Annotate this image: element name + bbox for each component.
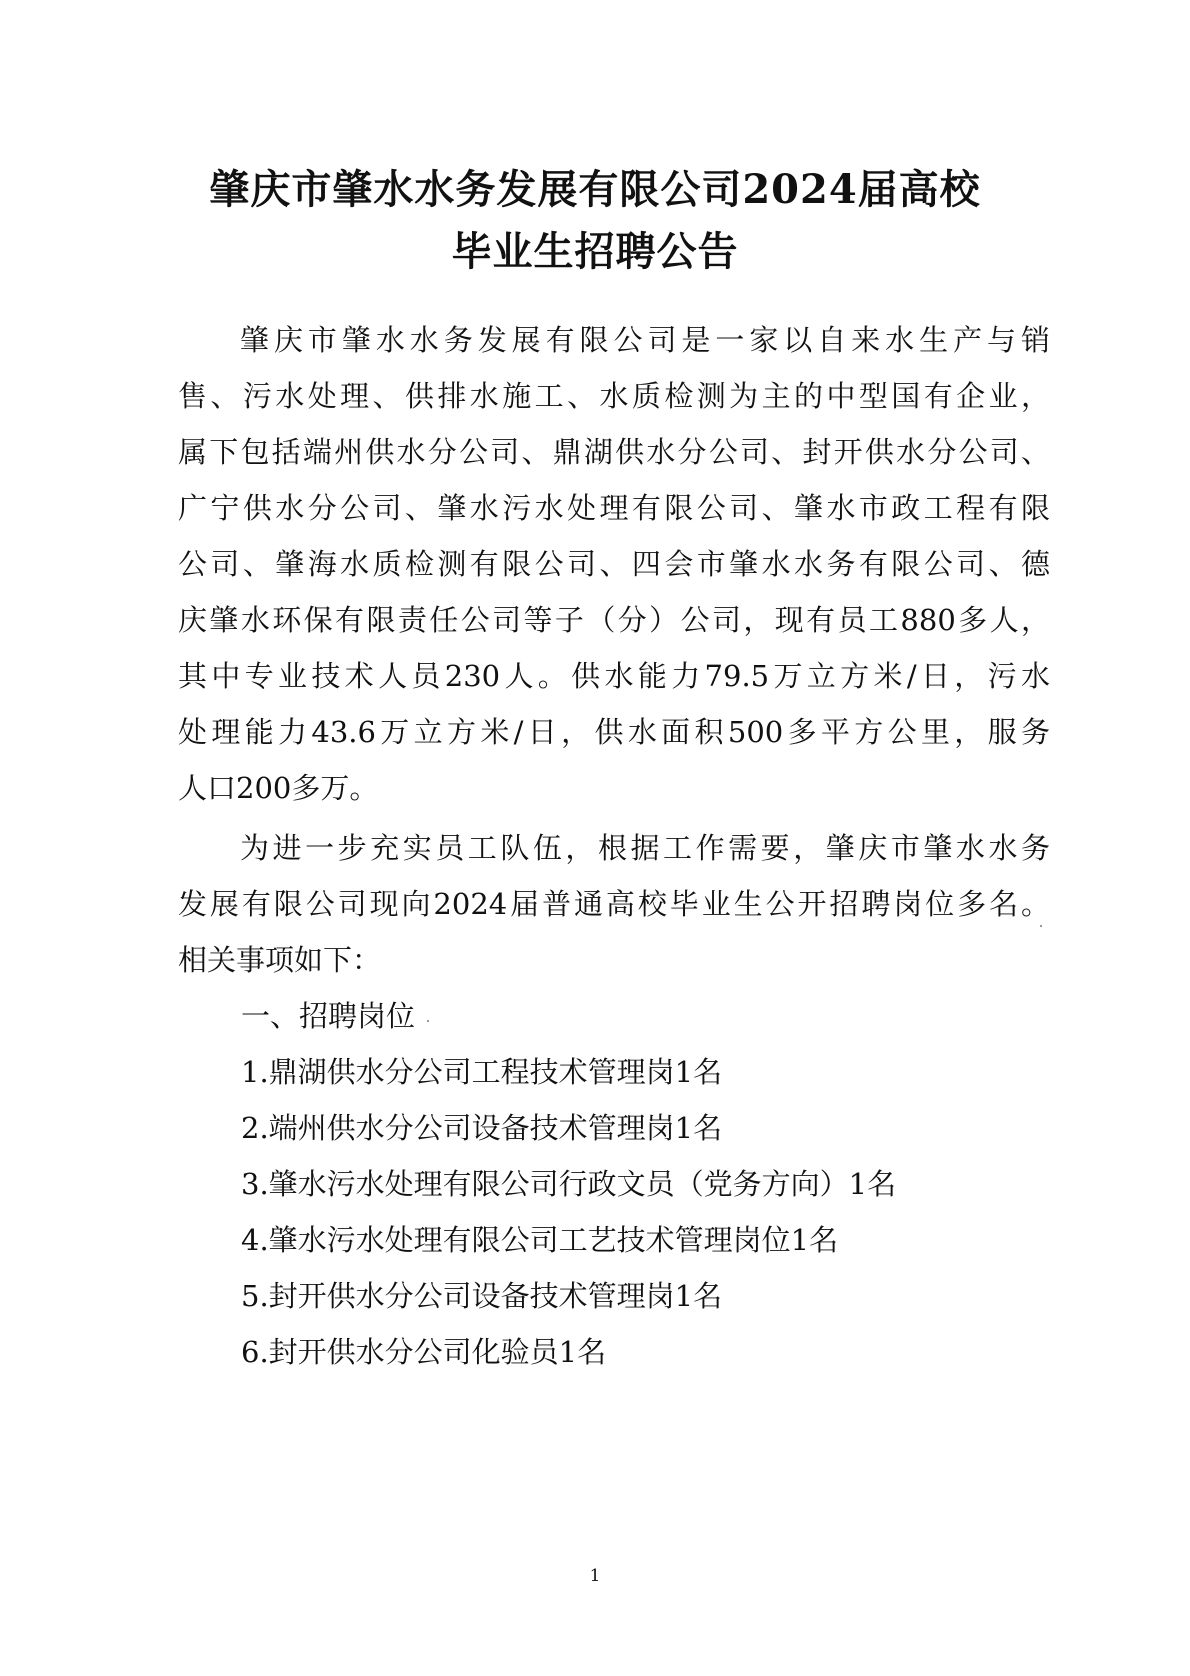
scan-speck	[1040, 925, 1042, 927]
intro-line-6: 庆肇水环保有限责任公司等子（分）公司，现有员工880多人，	[178, 603, 1050, 637]
intro-line-8: 处理能力43.6万立方米/日，供水面积500多平方公里，服务	[178, 715, 1050, 749]
intro-line-1: 肇庆市肇水水务发展有限公司是一家以自来水生产与销	[240, 323, 1050, 357]
intro-line-7: 其中专业技术人员230人。供水能力79.5万立方米/日，污水	[178, 659, 1050, 693]
list-item: 6.封开供水分公司化验员1名	[241, 1335, 607, 1369]
list-item: 1.鼎湖供水分公司工程技术管理岗1名	[241, 1055, 723, 1089]
section-heading: 一、招聘岗位	[241, 999, 416, 1033]
intro-line-5: 公司、肇海水质检测有限公司、四会市肇水水务有限公司、德	[178, 547, 1050, 581]
purpose-line-3: 相关事项如下：	[178, 943, 382, 977]
list-item: 4.肇水污水处理有限公司工艺技术管理岗位1名	[241, 1223, 839, 1257]
scan-speck	[427, 1020, 429, 1022]
document-title-line-1: 肇庆市肇水水务发展有限公司2024届高校	[209, 166, 981, 213]
intro-line-9: 人口200多万。	[178, 771, 379, 805]
page-number: 1	[589, 1566, 601, 1586]
list-item: 3.肇水污水处理有限公司行政文员（党务方向）1名	[241, 1167, 897, 1201]
purpose-line-2: 发展有限公司现向2024届普通高校毕业生公开招聘岗位多名。	[178, 887, 1050, 921]
purpose-line-1: 为进一步充实员工队伍，根据工作需要，肇庆市肇水水务	[240, 831, 1050, 865]
intro-line-3: 属下包括端州供水分公司、鼎湖供水分公司、封开供水分公司、	[178, 435, 1050, 469]
intro-line-2: 售、污水处理、供排水施工、水质检测为主的中型国有企业，	[178, 379, 1050, 413]
document-title-line-2: 毕业生招聘公告	[451, 228, 739, 275]
intro-line-4: 广宁供水分公司、肇水污水处理有限公司、肇水市政工程有限	[178, 491, 1050, 525]
list-item: 2.端州供水分公司设备技术管理岗1名	[241, 1111, 723, 1145]
list-item: 5.封开供水分公司设备技术管理岗1名	[241, 1279, 723, 1313]
